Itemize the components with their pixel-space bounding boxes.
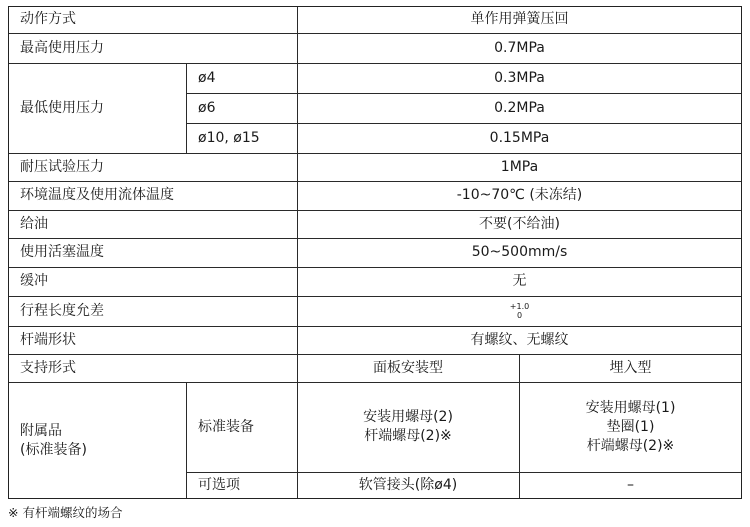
- label-optional: 可选项: [198, 477, 240, 493]
- panel-item-mount-nut: 安装用螺母(2): [363, 409, 453, 425]
- label-piston-speed: 使用活塞温度: [20, 244, 104, 260]
- tolerance-upper: +1.0: [509, 302, 530, 311]
- embedded-item-washer: 垫圈(1): [606, 418, 655, 435]
- value-lubrication: 不要(不给油): [479, 215, 560, 232]
- label-stroke-tolerance: 行程长度允差: [20, 302, 104, 319]
- value-min-pressure-4: 0.3MPa: [494, 69, 545, 86]
- embedded-item-rod-nut: 杆端螺母(2)※: [586, 437, 675, 454]
- value-max-pressure: 0.7MPa: [494, 39, 545, 56]
- panel-item-rod-nut: 杆端螺母(2)※: [364, 428, 452, 444]
- table-border: [8, 6, 742, 499]
- label-standard-equipment: 标准装备: [198, 418, 254, 435]
- label-min-pressure: 最低使用压力: [20, 99, 104, 116]
- label-max-pressure: 最高使用压力: [20, 39, 104, 56]
- label-temperature: 环境温度及使用流体温度: [20, 187, 174, 203]
- panel-optional-item: 软管接头(除ø4): [358, 477, 458, 493]
- accessories-label-line2: (标准装备): [20, 441, 87, 458]
- embedded-optional-item: –: [627, 477, 634, 493]
- tolerance-lower: 0: [516, 311, 523, 320]
- label-action: 动作方式: [20, 11, 76, 27]
- footnote: ※ 有杆端螺纹的场合: [8, 505, 123, 520]
- embedded-item-mount-nut: 安装用螺母(1): [585, 399, 676, 416]
- value-min-pressure-10-15: 0.15MPa: [489, 129, 550, 146]
- label-proof-pressure: 耐压试验压力: [20, 158, 104, 175]
- value-rod-end: 有螺纹、无螺纹: [470, 331, 569, 348]
- value-proof-pressure: 1MPa: [500, 158, 539, 175]
- label-mounting: 支持形式: [20, 359, 76, 376]
- bore-6: ø6: [198, 99, 216, 116]
- bore-4: ø4: [198, 69, 216, 86]
- value-temperature: -10~70℃ (未冻结): [456, 187, 583, 203]
- accessories-label-line1: 附属品: [20, 422, 62, 439]
- value-min-pressure-6: 0.2MPa: [494, 99, 545, 116]
- label-cushion: 缓冲: [20, 273, 48, 289]
- bore-10-15: ø10, ø15: [198, 129, 260, 146]
- spec-table: [8, 6, 742, 499]
- mounting-panel: 面板安装型: [373, 359, 443, 376]
- label-lubrication: 给油: [20, 215, 48, 232]
- mounting-embedded: 埋入型: [609, 359, 652, 376]
- value-piston-speed: 50~500mm/s: [471, 244, 568, 260]
- value-cushion: 无: [512, 273, 527, 289]
- value-action: 单作用弹簧压回: [470, 11, 569, 27]
- label-rod-end: 杆端形状: [20, 331, 76, 348]
